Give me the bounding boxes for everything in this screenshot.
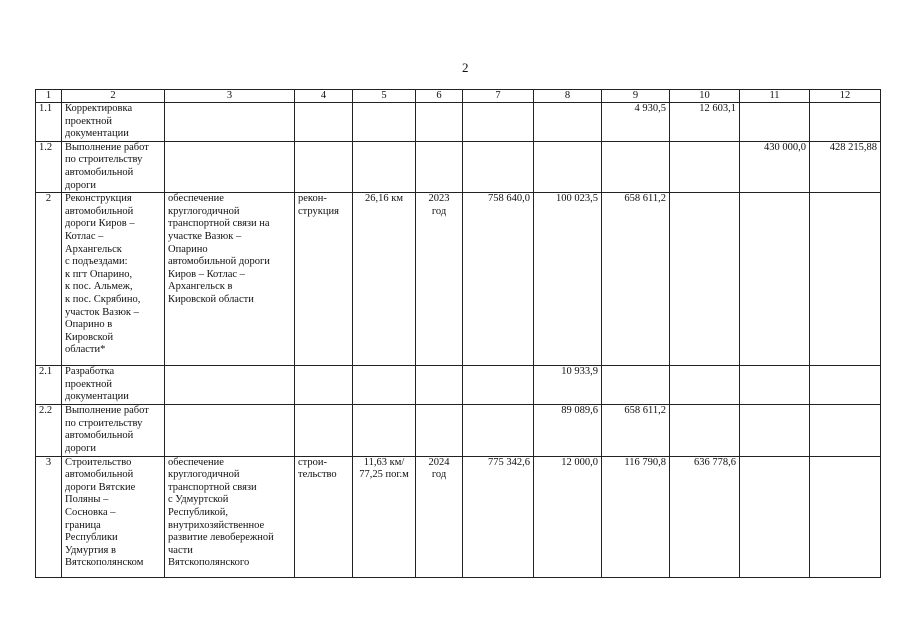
column-header: 1 [36,90,62,103]
value-col10 [670,405,740,456]
value-col10 [670,193,740,366]
capacity [353,103,416,142]
column-header: 4 [295,90,353,103]
column-header: 2 [62,90,165,103]
year: 2024 год [416,456,463,577]
value-col9: 658 611,2 [602,193,670,366]
value-col7 [463,405,534,456]
capacity [353,141,416,192]
capacity [353,405,416,456]
work-kind: рекон- струкция [295,193,353,366]
value-col9: 116 790,8 [602,456,670,577]
column-header: 11 [740,90,810,103]
table-row [36,141,881,192]
work-kind [295,141,353,192]
header-row [36,90,881,103]
object-purpose: обеспечение круглогодичной транспортной связи на участке Вазюк – Опарино автомобильной дороги Киров – Котлас – Архангельск в Кировской области [165,193,295,366]
value-col8: 89 089,6 [534,405,602,456]
value-col7: 758 640,0 [463,193,534,366]
table-row [36,193,881,366]
column-header: 3 [165,90,295,103]
column-header: 9 [602,90,670,103]
object-name: Разработка проектной документации [62,366,165,405]
capacity: 26,16 км [353,193,416,366]
value-col10: 636 778,6 [670,456,740,577]
object-purpose [165,405,295,456]
column-header: 10 [670,90,740,103]
object-name: Строительство автомобильной дороги Вятские Поляны – Сосновка – граница Республики Удмуртия в Вятскополянском [62,456,165,577]
value-col12 [810,405,881,456]
value-col11 [740,405,810,456]
value-col8 [534,103,602,142]
column-header: 6 [416,90,463,103]
value-col7 [463,141,534,192]
row-number: 2.2 [36,405,62,456]
value-col11 [740,456,810,577]
value-col12 [810,366,881,405]
value-col12 [810,456,881,577]
value-col10: 12 603,1 [670,103,740,142]
page-number: 2 [462,60,469,75]
object-name: Реконструкция автомобильной дороги Киров – Котлас – Архангельск с подъездами: к пгт Опарино, к пос. Альмеж, к пос. Скрябино, участок Вазюк – Опарино в Кировской области* [62,193,165,366]
value-col12 [810,103,881,142]
value-col9: 4 930,5 [602,103,670,142]
object-name: Выполнение работ по строительству автомобильной дороги [62,141,165,192]
year [416,141,463,192]
value-col7 [463,366,534,405]
object-purpose [165,141,295,192]
value-col7 [463,103,534,142]
object-name: Выполнение работ по строительству автомобильной дороги [62,405,165,456]
column-header: 8 [534,90,602,103]
row-number: 2.1 [36,366,62,405]
object-purpose [165,103,295,142]
work-kind [295,405,353,456]
value-col8: 12 000,0 [534,456,602,577]
value-col9: 658 611,2 [602,405,670,456]
value-col11 [740,366,810,405]
column-header: 5 [353,90,416,103]
value-col8: 10 933,9 [534,366,602,405]
value-col9 [602,141,670,192]
capacity: 11,63 км/ 77,25 пог.м [353,456,416,577]
work-kind [295,366,353,405]
value-col12 [810,193,881,366]
table-row [36,366,881,405]
value-col11: 430 000,0 [740,141,810,192]
year [416,103,463,142]
object-purpose: обеспечение круглогодичной транспортной связи с Удмуртской Республикой, внутрихозяйственное развитие левобережной части Вятскополянского [165,456,295,577]
value-col12: 428 215,88 [810,141,881,192]
object-name: Корректировка проектной документации [62,103,165,142]
year [416,366,463,405]
table-row [36,405,881,456]
row-number: 1.1 [36,103,62,142]
work-kind: строи- тельство [295,456,353,577]
value-col10 [670,366,740,405]
table-row [36,103,881,142]
value-col11 [740,103,810,142]
value-col8: 100 023,5 [534,193,602,366]
value-col7: 775 342,6 [463,456,534,577]
year: 2023 год [416,193,463,366]
value-col11 [740,193,810,366]
work-kind [295,103,353,142]
year [416,405,463,456]
value-col10 [670,141,740,192]
column-header: 12 [810,90,881,103]
object-purpose [165,366,295,405]
value-col9 [602,366,670,405]
investment-table [35,89,881,578]
row-number: 3 [36,456,62,577]
value-col8 [534,141,602,192]
table-row [36,456,881,577]
row-number: 2 [36,193,62,366]
capacity [353,366,416,405]
row-number: 1.2 [36,141,62,192]
column-header: 7 [463,90,534,103]
